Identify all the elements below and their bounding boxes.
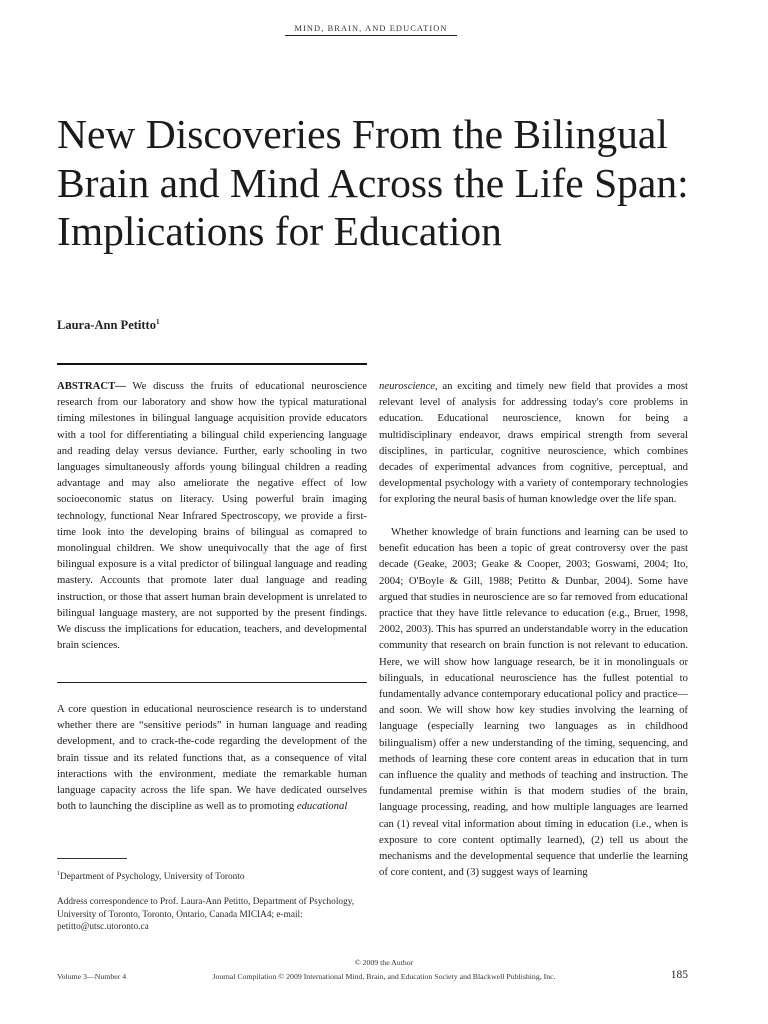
intro-paragraph [57,701,367,814]
right-italic-lead: neuroscience [379,380,435,392]
top-rule [57,363,367,365]
footer-volume: Volume 3—Number 4 [57,972,127,981]
footnote-rule [57,858,127,859]
running-head: MIND, BRAIN, AND EDUCATION [285,24,457,36]
right-paragraph-1 [379,378,688,508]
affiliation-mark: 1 [57,871,60,877]
affiliation-text: Department of Psychology, University of Toronto [60,872,245,883]
abstract-text: We discuss the fruits of educational neuroscience research from our laboratory and show how the typical maturational timing milestones in bilingual language acquisition provide educators with a tool for differentiating a bilingual child experiencing language and reading delay versus deviance. Further, early schooling in two languages simultaneously affords young bilingual children a reading advantage and may also ameliorate the negative effect of low socioeconomic status on literacy. Using powerful brain imaging technology, functional Near Infrared Spectroscopy, we provide a first-time look into the developing brains of bilingual as comapred to monolingual children. We show unequivocally that the age of first bilingual exposure is a vital predictor of bilingual language and reading mastery. Accounts that promote later dual language and reading instruction, or those that assert human brain development is unrelated to bilingual language mastery, are not supported by the present findings. We discuss the implications for education, teachers, and developmental brain sciences. [57,380,367,652]
abstract-rule [57,682,367,683]
article-title: New Discoveries From the Bilingual Brain and Mind Across the Life Span: Implications for Education [57,111,689,254]
author-line [57,318,159,333]
intro-text: A core question in educational neuroscience research is to understand whether there are “sensitive periods” in human language and reading development, and to crack-the-code regarding the development of the brain tissue and its related functions that, as a consequence of vital interactions with the environment, mediate the remarkable human language capacity across the life span. We have dedicated ourselves both to launching the discipline as well as to promoting [57,703,367,813]
footnote-affiliation [57,868,367,884]
footnote-address: Address correspondence to Prof. Laura-Ann Petitto, Department of Psychology, University of Toronto, Toronto, Ontario, Canada MICIA4; e-mail: petitto@utsc.utoronto.ca [57,897,355,933]
author-footnote-mark: 1 [155,318,160,326]
right-paragraph-1-text: , an exciting and timely new field that provides a most relevant level of analysis for addressing today's core problems in education. Educational neuroscience, known for being a multidisciplinary endeavor, draws empirical strength from several disciplines, in particular, cognitive neuroscience, which combines decades of experimental advances from cognitive, perceptual, and developmental psychology with a variety of contemporary technologies for exploring the neural basis of human knowledge over the life span. [379,380,688,506]
right-paragraph-2-text: Whether knowledge of brain functions and learning can be used to benefit education has been a topic of great controversy over the past decade (Geake, 2003; Geake & Cooper, 2003; Goswami, 2004; Ito, 2004; O'Boyle & Gill, 1988; Petitto & Dunbar, 2004). Some have argued that studies in neuroscience are so far removed from educational practice that they have little relevance to education (e.g., Bruer, 1998, 2002, 2003). This has spurred an understandable worry in the education community that research on brain function is not relevant to education. Here, we will show how language research, be it in monolinguals or bilinguals, in educational neuroscience has the fullest potential to fundamentally advance contemporary educational policy and practice—and soon. We will show how key studies involving the learning of language (especially learning two languages as in childhood bilingualism) offer a new understanding of the timing, sequencing, and methods of learning these core content areas in education that in turn can influence the quality and methods of teaching and instruction. The fundamental premise within is that modern studies of the brain, language processing, reading, and how multiple languages are learned can (1) reveal vital information about timing in education (i.e., when is exposure to core content optimally learned), (2) tell us about the mechanisms and the developmental sequence that underlie the learning of core content, and (3) suggest ways of learning [379,526,688,879]
abstract [57,378,367,653]
right-paragraph-2 [379,524,688,880]
author-name: Laura-Ann Petitto [57,318,156,333]
intro-italic-tail: educational [296,800,348,813]
page-number: 185 [670,969,688,981]
footer-copyright: © 2009 the Author [354,958,414,967]
abstract-label: ABSTRACT— [57,380,126,392]
footer-journal: Journal Compilation © 2009 International Mind, Brain, and Education Society and Blackwell Publishing, Inc. [212,972,556,981]
